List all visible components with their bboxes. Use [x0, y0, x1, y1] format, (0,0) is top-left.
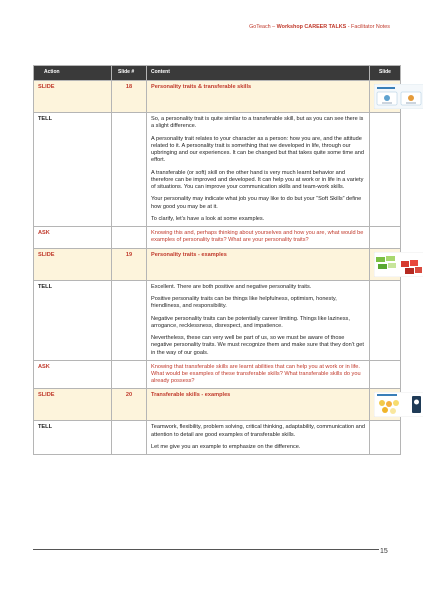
- column-header-action: Action: [34, 66, 112, 81]
- row-content: Knowing that transferable skills are learnt abilities that can help you at work or in life. What would be examples of these transferable skills? What transferable skills do you already possess?: [147, 360, 370, 389]
- table-row: [34, 227, 401, 248]
- row-slide-title: Personality traits & transferable skills: [147, 81, 370, 113]
- column-header-content: Content: [147, 66, 370, 81]
- header-suffix: - Facilitator Notes: [346, 24, 390, 30]
- table-row: [34, 81, 401, 113]
- row-slide-title: Transferable skills - examples: [147, 389, 370, 421]
- row-content: Excellent. There are both positive and negative personality traits. Positive personality traits can be things like helpfulness, optimism, honesty, friendliness, and responsibility. Negative personality traits can be potentially career limiting. Things like laziness, arrogance, recklessness, disrespect, and impatience. Nevertheless, these can very well be part of us, so we must be aware of those negative personality traits. We must recognize them and make sure that they don’t get in the way of our goals.: [147, 280, 370, 360]
- row-slide-number: 18: [112, 81, 147, 113]
- table-header-row: [34, 66, 401, 81]
- slide-thumbnail-cell: [370, 389, 401, 421]
- table-row: [34, 248, 401, 280]
- table-row: [34, 280, 401, 360]
- row-content: Teamwork, flexibility, problem solving, critical thinking, adaptability, communication and attention to detail are good examples of transferable skills. Let me give you an example to emphasize on the difference.: [147, 421, 370, 455]
- row-content: So, a personality trait is quite similar to a transferable skill, but as you can see there is a slight difference. A personality trait relates to your character as a person: how you are, and the attitude related to it. A personality trait is something that we developed in life, through our upbringing and our experiences. It can be changed but that takes quite some time and effort. A transferable (or soft) skill on the other hand is very much learnt behavior and therefore can be improved and developed. It can help you at work or in life in a variety of situations. You can improve your communication skills and team-work skills. Your personality may indicate what job you may like to do but your “Soft Skills” define how good you may be at it. To clarify, let’s have a look at some examples.: [147, 113, 370, 227]
- row-action: ASK: [34, 360, 112, 389]
- row-slide-title: Personality traits - examples: [147, 248, 370, 280]
- column-header-slide-number: Slide #: [112, 66, 147, 81]
- column-header-slide: Slide: [370, 66, 401, 81]
- slide-thumbnail-18: [374, 84, 423, 109]
- row-action: TELL: [34, 280, 112, 360]
- footer-divider: [33, 549, 379, 550]
- header-workshop: Workshop CAREER TALKS: [276, 24, 347, 30]
- slide-thumbnail-cell: [370, 248, 401, 280]
- slide-thumbnail-19: [374, 252, 423, 277]
- table-row: [34, 360, 401, 389]
- table-row: [34, 389, 401, 421]
- slide-thumbnail-cell: [370, 81, 401, 113]
- page-header: [249, 24, 390, 30]
- table-row: [34, 421, 401, 455]
- page-number: 15: [380, 548, 388, 555]
- row-action: TELL: [34, 113, 112, 227]
- facilitator-notes-table: [33, 65, 401, 455]
- row-slide-number: 19: [112, 248, 147, 280]
- slide-thumbnail-20: [374, 392, 423, 417]
- table-row: [34, 113, 401, 227]
- row-action: SLIDE: [34, 248, 112, 280]
- row-slide-number: 20: [112, 389, 147, 421]
- row-action: SLIDE: [34, 81, 112, 113]
- row-content: Knowing this and, perhaps thinking about yourselves and how you are, what would be examples of personality traits? What are your personality traits?: [147, 227, 370, 248]
- row-action: SLIDE: [34, 389, 112, 421]
- header-prefix: GoTeach –: [249, 24, 277, 30]
- row-action: ASK: [34, 227, 112, 248]
- row-action: TELL: [34, 421, 112, 455]
